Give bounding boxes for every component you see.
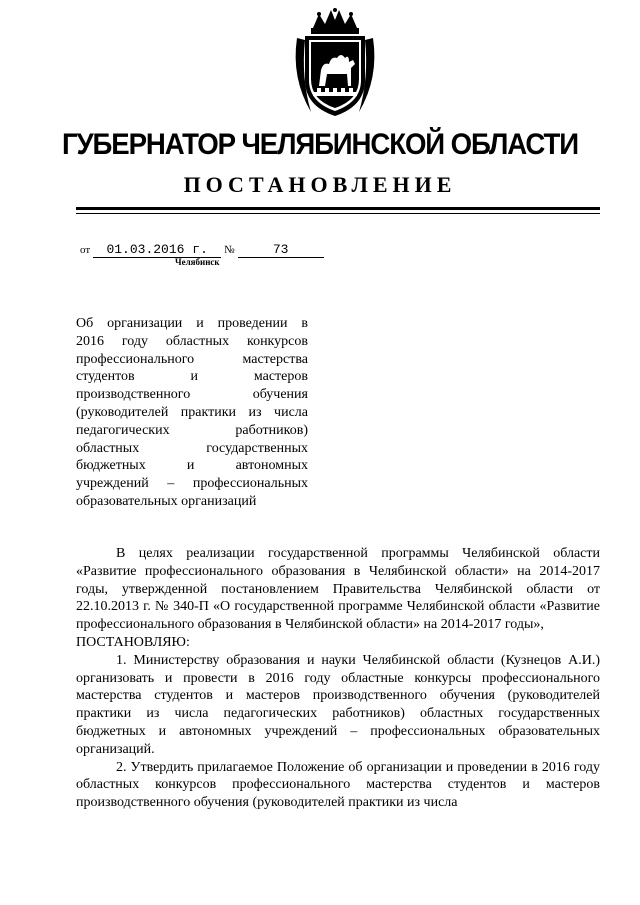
subject-line: производственного обучения xyxy=(76,387,308,403)
header-divider-thick xyxy=(76,207,600,210)
document-number: 73 xyxy=(238,243,324,258)
subject-line: 2016 году областных конкурсов xyxy=(76,333,308,349)
subject-line: образовательных организаций xyxy=(76,493,257,509)
subject-line: областных государственных xyxy=(76,440,308,456)
subject-line: (руководителей практики из числа xyxy=(76,404,308,420)
subject-line: студентов и мастеров xyxy=(76,369,308,385)
subject-line: учреждений – профессиональных xyxy=(76,476,308,492)
preamble-paragraph: В целях реализации государственной программы Челябинской области «Развитие профессионального образования в Челябинской области» на 2014-2017 годы, утвержденной постановлением Правительства Челябинской области от 22.10.2013 г. № 340-П «О государственной программе Челябинской области «Развитие профессионального образования в Челябинской области» на 2014-2017 годы», xyxy=(76,546,600,633)
issuer-title: ГУБЕРНАТОР ЧЕЛЯБИНСКОЙ ОБЛАСТИ xyxy=(61,128,579,161)
decree-word: ПОСТАНОВЛЯЮ: xyxy=(76,634,190,650)
clause-1: 1. Министерству образования и науки Челябинской области (Кузнецов А.И.) организовать и провести в 2016 году областные конкурсы профессионального мастерства студентов и мастеров производственного обучения (руководителей практики из числа педагогических работников) областных государственных бюджетных и автономных учреждений – профессиональных образовательных организаций. xyxy=(76,652,600,757)
chelyabinsk-coat-of-arms-icon xyxy=(291,8,379,120)
number-label: № xyxy=(224,244,235,256)
header-divider-thin xyxy=(76,213,600,214)
city: Челябинск xyxy=(175,257,220,267)
document-body xyxy=(76,545,600,812)
subject-line: Об организации и проведении в xyxy=(76,316,308,331)
subject-line: бюджетных и автономных xyxy=(76,458,308,474)
document-type: ПОСТАНОВЛЕНИЕ xyxy=(183,172,457,197)
subject-line: профессионального мастерства xyxy=(76,351,308,367)
document-date: 01.03.2016 г. xyxy=(93,243,221,258)
subject-line: педагогических работников) xyxy=(76,422,308,438)
date-number-line xyxy=(80,242,324,258)
clause-2: 2. Утвердить прилагаемое Положение об организации и проведении в 2016 году областных конкурсов профессионального мастерства студентов и мастеров производственного обучения (руководителей практики из числа xyxy=(76,759,600,811)
from-label: от xyxy=(80,244,91,256)
document-subject xyxy=(76,315,308,511)
